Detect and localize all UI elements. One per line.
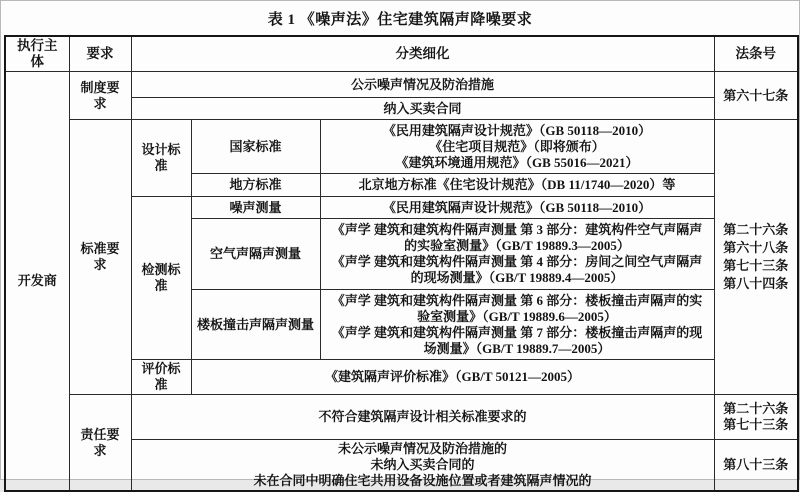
standard-line: 《民用建筑隔声设计规范》（GB 50118—2010） [382, 122, 652, 138]
table-title: 表 1 《噪声法》住宅建筑隔声降噪要求 [267, 12, 533, 28]
standard-line: 《声学 建筑和建筑构件隔声测量 第 7 部分：楼板撞击声隔声的现场测量》（GB/T 19889.7—2005） [331, 324, 703, 356]
cell-liability-row2-article: 第八十三条 [714, 440, 798, 492]
header-classification: 分类细化 [131, 36, 714, 72]
cell-liability-row1-articles [714, 395, 798, 440]
cell-testing-label: 检测标准 [131, 197, 191, 360]
table-row [5, 120, 798, 174]
cell-evaluation-label: 评价标准 [131, 360, 191, 395]
cell-institutional-row2: 纳入买卖合同 [131, 98, 714, 120]
standard-line: 《建筑环境通用规范》（GB 55016—2021） [395, 154, 639, 170]
cell-evaluation-content: 《建筑隔声评价标准》（GB/T 50121—2005） [191, 360, 714, 395]
standard-line: 《声学 建筑和建筑构件隔声测量 第 6 部分：楼板撞击声隔声的实验室测量》（GB/T 19889.6—2005） [331, 292, 703, 324]
cell-national-content [320, 120, 714, 174]
header-requirement: 要求 [69, 36, 131, 72]
cell-executor: 开发商 [5, 72, 69, 492]
cell-local-label: 地方标准 [191, 174, 320, 197]
noise-law-table [4, 35, 799, 492]
standard-line: 《声学 建筑和建筑构件隔声测量 第 4 部分：房间之间空气声隔声的现场测量》（GB/T 19889.4—2005） [331, 254, 703, 285]
standard-line: 《住宅项目规范》（即将颁布） [429, 138, 605, 154]
cell-liability-label: 责任要求 [69, 395, 131, 492]
cell-liability-row2 [131, 440, 714, 492]
article-line: 第六十八条 [723, 240, 789, 255]
liability-line: 未纳入买卖合同的 [370, 457, 475, 472]
header-row [5, 36, 798, 72]
cell-noise-label: 噪声测量 [191, 197, 320, 219]
cell-noise-content: 《民用建筑隔声设计规范》（GB 50118—2010） [320, 197, 714, 219]
cell-standards-label: 标准要求 [69, 120, 131, 395]
article-line: 第二十六条 [723, 222, 789, 237]
cell-airborne-content [320, 219, 714, 290]
cell-institutional-article: 第六十七条 [714, 72, 798, 120]
cell-national-label: 国家标准 [191, 120, 320, 174]
liability-line: 未公示噪声情况及防治措施的 [338, 441, 508, 456]
cell-impact-label: 楼板撞击声隔声测量 [191, 290, 320, 360]
cell-design-label: 设计标准 [131, 120, 191, 197]
cell-airborne-label: 空气声隔声测量 [191, 219, 320, 290]
cell-liability-row1: 不符合建筑隔声设计相关标准要求的 [131, 395, 714, 440]
cell-impact-content [320, 290, 714, 360]
cell-standards-articles [714, 120, 798, 395]
table-row [5, 72, 798, 98]
article-line: 第八十四条 [723, 276, 789, 291]
article-line: 第七十三条 [723, 417, 789, 432]
cell-institutional-label: 制度要求 [69, 72, 131, 120]
standard-line: 《声学 建筑和建筑构件隔声测量 第 3 部分：建筑构件空气声隔声的实验室测量》（GB/T 19889.3—2005） [331, 222, 703, 253]
article-line: 第七十三条 [723, 258, 789, 273]
header-article: 法条号 [714, 36, 798, 72]
cell-local-content: 北京地方标准《住宅设计规范》（DB 11/1740—2020）等 [320, 174, 714, 197]
article-line: 第二十六条 [723, 401, 789, 416]
cell-institutional-row1: 公示噪声情况及防治措施 [131, 72, 714, 98]
liability-line: 未在合同中明确住宅共用设备设施位置或者建筑隔声情况的 [253, 473, 592, 488]
table-row [5, 395, 798, 440]
header-executor: 执行主体 [5, 36, 69, 72]
